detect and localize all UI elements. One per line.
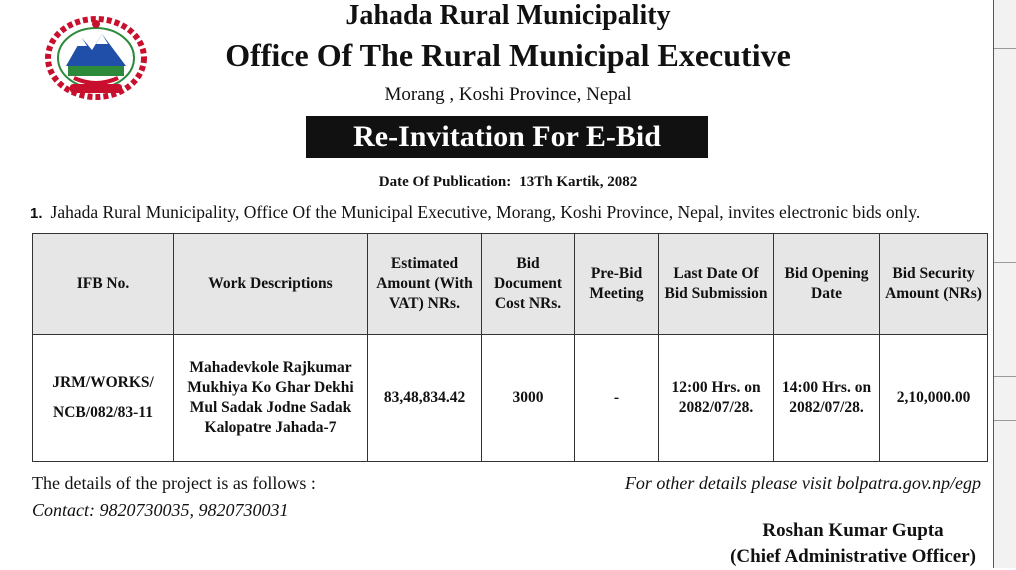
visit-website-note: For other details please visit bolpatra.gov.np/egp — [624, 473, 981, 493]
municipality-name: Jahada Rural Municipality — [345, 0, 671, 31]
office-name: Office Of The Rural Municipal Executive — [225, 37, 791, 73]
signature-block — [730, 518, 976, 570]
cell-bid-security-amount: 2,10,000.00 — [880, 335, 988, 462]
intro-paragraph — [30, 201, 920, 225]
header-last-date-submission: Last Date Of Bid Submission — [659, 234, 774, 335]
cell-ifb-no: JRM/WORKS/ NCB/082/83-11 — [33, 335, 174, 462]
cell-bid-document-cost: 3000 — [482, 335, 575, 462]
notice-banner: Re-Invitation For E-Bid — [306, 116, 708, 158]
publication-date — [0, 172, 1016, 192]
bid-table — [32, 233, 988, 462]
table-header-row — [33, 234, 988, 335]
header-ifb-no: IFB No. — [33, 234, 174, 335]
header-bid-opening-date: Bid Opening Date — [774, 234, 880, 335]
intro-number: 1. — [30, 205, 43, 222]
header-bid-document-cost: Bid Document Cost NRs. — [482, 234, 575, 335]
cell-bid-opening-date: 14:00 Hrs. on 2082/07/28. — [774, 335, 880, 462]
publication-label: Date Of Publication: — [378, 174, 512, 190]
cell-work-description: Mahadevkole Rajkumar Mukhiya Ko Ghar Dekhi Mul Sadak Jodne Sadak Kalopatre Jahada-7 — [174, 335, 368, 462]
header-estimated-amount: Estimated Amount (With VAT) NRs. — [368, 234, 482, 335]
office-location: Morang , Koshi Province, Nepal — [384, 84, 632, 105]
cell-pre-bid-meeting: - — [575, 335, 659, 462]
table-row — [33, 335, 988, 462]
header-pre-bid-meeting: Pre-Bid Meeting — [575, 234, 659, 335]
project-details-text: The details of the project is as follows : — [32, 473, 316, 493]
signatory-title: (Chief Administrative Officer) — [730, 546, 976, 567]
cell-last-date-submission: 12:00 Hrs. on 2082/07/28. — [659, 335, 774, 462]
contact-numbers: Contact: 9820730035, 9820730031 — [32, 500, 289, 520]
publication-value: 13Th Kartik, 2082 — [519, 174, 638, 190]
signatory-name: Roshan Kumar Gupta — [762, 520, 944, 541]
cell-estimated-amount: 83,48,834.42 — [368, 335, 482, 462]
header-bid-security-amount: Bid Security Amount (NRs) — [880, 234, 988, 335]
header-work-descriptions: Work Descriptions — [174, 234, 368, 335]
intro-text: Jahada Rural Municipality, Office Of the Municipal Executive, Morang, Koshi Province, Nepal, invites electronic bids only. — [50, 202, 921, 222]
